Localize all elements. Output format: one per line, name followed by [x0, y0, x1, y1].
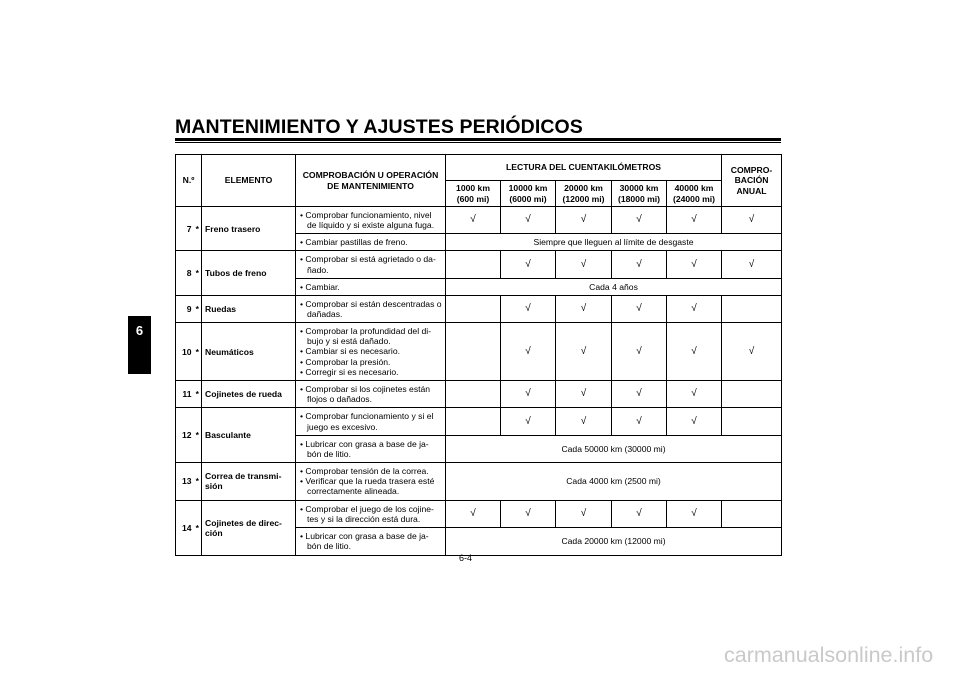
row-asterisk: *: [194, 251, 202, 295]
header-num: N.º: [176, 155, 202, 207]
empty-cell: [722, 408, 782, 435]
page-title: MANTENIMIENTO Y AJUSTES PERIÓDICOS: [175, 116, 583, 138]
check-mark: √: [501, 207, 556, 234]
chapter-tab: [128, 316, 151, 374]
row-num: 8: [176, 251, 194, 295]
header-km-3: 20000 km (12000 mi): [556, 181, 612, 207]
check-mark: √: [612, 295, 667, 322]
row-interval: Siempre que lleguen al límite de desgaste: [446, 234, 782, 251]
row-num: 9: [176, 295, 194, 322]
row-operation: • Comprobar si está agrietado o da-ñado.: [296, 251, 446, 278]
empty-cell: [446, 381, 501, 408]
row-operation: • Cambiar.: [296, 278, 446, 295]
table-row: [176, 381, 782, 408]
empty-cell: [722, 500, 782, 527]
header-annual: COMPRO- BACIÓN ANUAL: [722, 155, 782, 207]
row-element: Correa de transmi-sión: [202, 462, 296, 500]
row-num: 13: [176, 462, 194, 500]
row-asterisk: *: [194, 323, 202, 381]
row-asterisk: *: [194, 207, 202, 251]
check-mark: √: [556, 408, 612, 435]
table-row: [176, 500, 782, 527]
row-operation: • Comprobar funcionamiento y si el juego es excesivo.: [296, 408, 446, 435]
row-interval: Cada 50000 km (30000 mi): [446, 435, 782, 462]
chapter-tab-label: 6: [135, 323, 144, 338]
check-mark: √: [556, 295, 612, 322]
row-operation: • Cambiar pastillas de freno.: [296, 234, 446, 251]
check-mark: √: [501, 500, 556, 527]
row-operation: • Comprobar tensión de la correa. • Verificar que la rueda trasera esté correctamente alineada.: [296, 462, 446, 500]
check-mark: √: [667, 381, 722, 408]
row-element: Basculante: [202, 408, 296, 463]
header-km-2: 10000 km (6000 mi): [501, 181, 556, 207]
row-asterisk: *: [194, 295, 202, 322]
check-mark: √: [446, 500, 501, 527]
row-operation: • Comprobar funcionamiento, nivel de líquido y si existe alguna fuga.: [296, 207, 446, 234]
row-element: Tubos de freno: [202, 251, 296, 295]
check-mark: √: [722, 323, 782, 381]
row-num: 11: [176, 381, 194, 408]
table-row: [176, 323, 782, 381]
check-mark: √: [667, 295, 722, 322]
title-rule: [175, 138, 781, 141]
check-mark: √: [667, 207, 722, 234]
check-mark: √: [501, 295, 556, 322]
row-asterisk: *: [194, 462, 202, 500]
empty-cell: [722, 381, 782, 408]
row-num: 7: [176, 207, 194, 251]
check-mark: √: [722, 207, 782, 234]
row-operation: • Comprobar si están descentradas o dañadas.: [296, 295, 446, 322]
row-asterisk: *: [194, 381, 202, 408]
check-mark: √: [722, 251, 782, 278]
check-mark: √: [501, 408, 556, 435]
header-km-5: 40000 km (24000 mi): [667, 181, 722, 207]
check-mark: √: [556, 207, 612, 234]
table-row: [176, 408, 782, 435]
table-row: [176, 207, 782, 234]
row-num: 14: [176, 500, 194, 555]
table-row: [176, 295, 782, 322]
check-mark: √: [612, 323, 667, 381]
check-mark: √: [667, 500, 722, 527]
empty-cell: [446, 323, 501, 381]
empty-cell: [446, 408, 501, 435]
check-mark: √: [667, 408, 722, 435]
row-element: Freno trasero: [202, 207, 296, 251]
row-interval: Cada 4000 km (2500 mi): [446, 462, 782, 500]
row-operation: • Comprobar el juego de los cojine-tes y si la dirección está dura.: [296, 500, 446, 527]
row-element: Neumáticos: [202, 323, 296, 381]
check-mark: √: [501, 251, 556, 278]
header-km-4: 30000 km (18000 mi): [612, 181, 667, 207]
maintenance-table: [175, 154, 782, 556]
check-mark: √: [501, 381, 556, 408]
header-operation: COMPROBACIÓN U OPERACIÓN DE MANTENIMIENTO: [296, 155, 446, 207]
row-operation: • Comprobar si los cojinetes están flojos o dañados.: [296, 381, 446, 408]
table-row: [176, 251, 782, 278]
header-km-1: 1000 km (600 mi): [446, 181, 501, 207]
check-mark: √: [612, 381, 667, 408]
check-mark: √: [612, 408, 667, 435]
row-asterisk: *: [194, 500, 202, 555]
row-element: Ruedas: [202, 295, 296, 322]
check-mark: √: [556, 251, 612, 278]
row-num: 12: [176, 408, 194, 463]
row-interval: Cada 20000 km (12000 mi): [446, 528, 782, 555]
row-operation: • Lubricar con grasa a base de ja-bón de litio.: [296, 435, 446, 462]
row-asterisk: *: [194, 408, 202, 463]
check-mark: √: [612, 500, 667, 527]
empty-cell: [722, 295, 782, 322]
row-operation: • Comprobar la profundidad del di-bujo y si está dañado. • Cambiar si es necesario. • Comprobar la presión. • Corregir si es necesario.: [296, 323, 446, 381]
row-interval: Cada 4 años: [446, 278, 782, 295]
check-mark: √: [501, 323, 556, 381]
watermark: carmanualsonline.info: [724, 643, 934, 667]
row-operation: • Lubricar con grasa a base de ja-bón de litio.: [296, 528, 446, 555]
title-rule-thin: [175, 142, 781, 143]
row-element: Cojinetes de direc-ción: [202, 500, 296, 555]
header-element: ELEMENTO: [202, 155, 296, 207]
empty-cell: [446, 295, 501, 322]
row-element: Cojinetes de rueda: [202, 381, 296, 408]
page-number: 6-4: [459, 553, 473, 563]
check-mark: √: [556, 381, 612, 408]
row-num: 10: [176, 323, 194, 381]
check-mark: √: [556, 323, 612, 381]
check-mark: √: [556, 500, 612, 527]
empty-cell: [446, 251, 501, 278]
check-mark: √: [667, 251, 722, 278]
check-mark: √: [446, 207, 501, 234]
check-mark: √: [612, 251, 667, 278]
table-row: [176, 462, 782, 500]
check-mark: √: [667, 323, 722, 381]
header-reading: LECTURA DEL CUENTAKILÓMETROS: [446, 155, 722, 181]
check-mark: √: [612, 207, 667, 234]
